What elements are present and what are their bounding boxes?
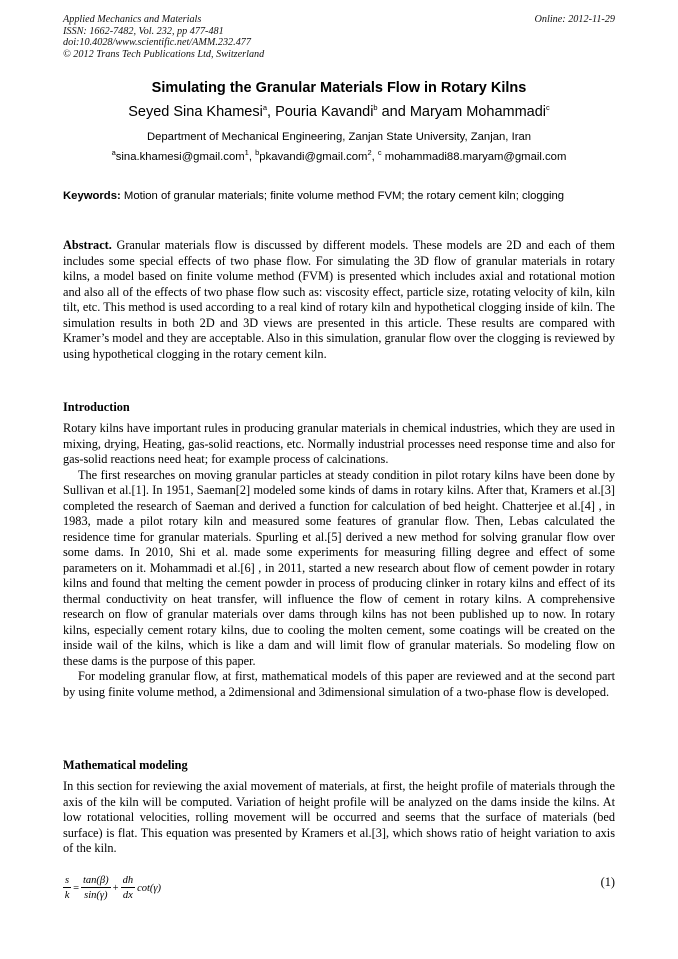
denominator: dx xyxy=(122,890,133,901)
paragraph: Rotary kilns have important rules in producing granular materials in chemical industries, which they are used in mixing, drying, Heating, gas-solid reactions, etc. Normally industrial processes need response time and also for gas-solid reactions need heat; for example process of calcinations. xyxy=(63,421,615,466)
fraction-tan-over-sin xyxy=(81,875,111,901)
equation-1 xyxy=(63,875,615,915)
journal-issn: ISSN: 1662-7482, Vol. 232, pp 477-481 xyxy=(63,25,224,37)
author-mark: a xyxy=(262,103,268,113)
denominator: k xyxy=(64,890,70,901)
cot-term: cot(γ) xyxy=(137,882,162,894)
paragraph: The first researches on moving granular particles at steady condition in pilot rotary kilns have been done by Sullivan et al.[1]. In 1951, Saeman[2] modeled some kinds of dams in rotary kilns. After that, Kramers et al.[3] completed the research of Saeman and derived a function for calculation of bed height. Chatterjee et al.[4] , in 1983, made a pilot rotary kiln and measured some features of granular flow. Then, Lebas calculated the residence time for granular materials. Spurling et al.[5] derived a new method for solving granular flow over some dams. In 2010, Shi et al. made some experiments for measuring filling degree and effect of some parameters on it. Mohammadi et al.[6] , in 2011, started a new research about flow of cement powder in rotary kilns and found that melting the cement powder in process of producing clinker in rotary kilns and effect of its thermal conductivity on heat transfer, will influence the flow of cement in rotary kilns. A comprehensive research on flow of granular materials over dams through kilns has not been published up to now. In rotary kilns, especially cement rotary kilns, due to cooling the molten cement, some coatings will be created on the inside wail of the kilns, which is like a dam and will limit flow of granular materials. So modeling flow on these dams is the purpose of this paper. xyxy=(63,467,615,668)
paper-title: Simulating the Granular Materials Flow in Rotary Kilns xyxy=(151,80,527,96)
author-separator: , xyxy=(267,104,276,120)
email-mark: a xyxy=(111,148,116,158)
email-number: 1 xyxy=(244,148,249,158)
introduction-heading: Introduction xyxy=(63,400,130,414)
author-separator: and xyxy=(377,104,410,120)
keywords xyxy=(63,189,615,203)
author-mark: c xyxy=(546,103,550,113)
keywords-label: Keywords: xyxy=(63,190,121,202)
email-address[interactable]: pkavandi@gmail.com xyxy=(259,151,368,163)
journal-header xyxy=(63,14,615,60)
author-name: Pouria Kavandi xyxy=(275,104,374,120)
author-list xyxy=(0,104,678,120)
abstract-text: Granular materials flow is discussed by different models. These models are 2D and each of them includes some special effects of two phase flow. For simulating the 3D flow of granular materials in rotary kilns, a model based on finite volume method (FVM) is presented which includes axial and rotational motion and also all of the effects of two phase flow such as: viscosity effect, particle size, rotating velocity of kiln, kiln tilt, etc. This method is used according to a real kind of rotary kiln and hypothetical clogging inside of kiln. The simulation results in both 2D and 3D views are presented in this article. These results are compared with Kramer’s model and they are acceptable. Also in this simulation, granular flow over the clogging is reviewed by using hypothetical clogging in the rotary cement kiln. xyxy=(63,238,615,361)
math-modeling-heading: Mathematical modeling xyxy=(63,758,188,772)
journal-doi: doi:10.4028/www.scientific.net/AMM.232.477 xyxy=(63,37,251,49)
online-date: Online: 2012-11-29 xyxy=(534,14,615,25)
author-mark: b xyxy=(373,103,378,113)
plus-sign: + xyxy=(112,882,119,894)
paragraph: In this section for reviewing the axial movement of materials, at first, the height profile of materials through the axis of the kiln will be computed. Variation of height profile will be analyzed on the dams inside the kilns. At low rotational velocities, rolling movement will be occurred and seems that the surface of materials (bed surface) is flat. This equation was presented by Kramers et al.[3], which shows ratio of height variation to axis of the kiln. xyxy=(63,779,615,855)
denominator: sin(γ) xyxy=(84,890,108,901)
fraction-dh-over-dx xyxy=(121,875,136,901)
email-separator: , xyxy=(371,151,378,163)
email-list xyxy=(0,148,678,163)
fraction-s-over-k xyxy=(63,875,71,901)
email-mark: c xyxy=(377,148,382,158)
author-name: Seyed Sina Khamesi xyxy=(128,104,263,120)
email-number: 2 xyxy=(367,148,372,158)
journal-copyright: © 2012 Trans Tech Publications Ltd, Switzerland xyxy=(63,48,265,60)
abstract-label: Abstract. xyxy=(63,238,112,252)
equals-sign: = xyxy=(73,882,80,894)
journal-name: Applied Mechanics and Materials xyxy=(63,14,202,25)
email-address[interactable]: sina.khamesi@gmail.com xyxy=(115,151,245,163)
introduction-body xyxy=(63,421,615,700)
paragraph: For modeling granular flow, at first, mathematical models of this paper are reviewed and at the second part by using finite volume method, a 2dimensional and 3dimensional simulation of a two-phase flow is developed. xyxy=(63,669,615,699)
affiliation: Department of Mechanical Engineering, Zanjan State University, Zanjan, Iran xyxy=(146,131,532,143)
numerator: dh xyxy=(122,875,134,886)
numerator: tan(β) xyxy=(83,875,109,886)
equation-number: (1) xyxy=(600,875,615,889)
email-mark: b xyxy=(255,148,260,158)
numerator: s xyxy=(65,875,70,886)
math-modeling-body xyxy=(63,779,615,857)
email-separator: , xyxy=(248,151,256,163)
keywords-text: Motion of granular materials; finite volume method FVM; the rotary cement kiln; clogging xyxy=(123,190,565,202)
abstract xyxy=(63,238,615,362)
author-name: Maryam Mohammadi xyxy=(409,104,547,120)
email-address[interactable]: mohammadi88.maryam@gmail.com xyxy=(381,151,567,163)
equation-expression xyxy=(63,875,163,901)
